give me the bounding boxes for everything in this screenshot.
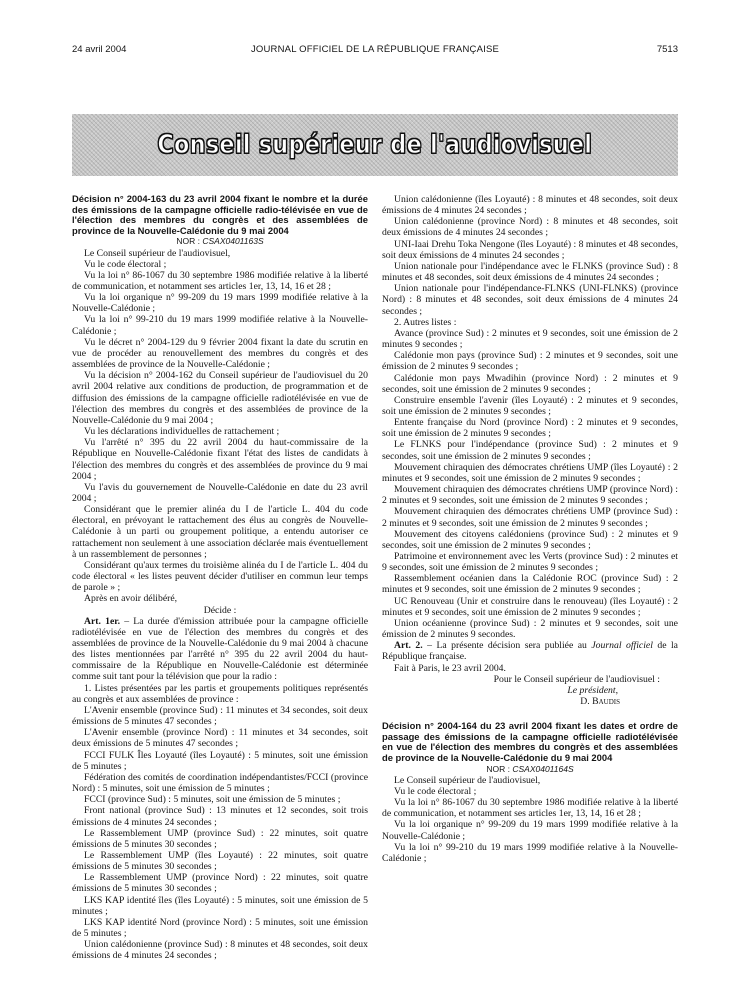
- header-page-number: 7513: [656, 44, 678, 55]
- body-paragraph: Union nationale pour l'indépendance-FLNKS (UNI-FLNKS) (province Nord) : 8 minutes et 48 secondes, soit deux émissions de 4 minutes 24 secondes ;: [382, 283, 678, 317]
- section-gap: [382, 707, 678, 721]
- body-paragraph: Fait à Paris, le 23 avril 2004.: [394, 662, 506, 674]
- nor-reference: [72, 236, 368, 247]
- body-paragraph: Vu l'avis du gouvernement de Nouvelle-Calédonie en date du 23 avril 2004 ;: [72, 481, 368, 504]
- body-paragraph: Union océanienne (province Sud) : 2 minutes et 9 secondes, soit une émission de 2 minutes 9 secondes.: [382, 617, 678, 641]
- left-column: [72, 194, 368, 962]
- nor-code: CSAX0401164S: [512, 763, 574, 774]
- body-paragraph: Union calédonienne (îles Loyauté) : 8 minutes et 48 secondes, soit deux émissions de 4 minutes 24 secondes ;: [382, 194, 678, 217]
- signature-title: Le président,: [567, 684, 618, 696]
- banner-title: Conseil supérieur de l'audiovisuel: [157, 130, 593, 160]
- header-date: 24 avril 2004: [72, 44, 127, 55]
- body-paragraph: Vu le décret n° 2004-129 du 9 février 2004 fixant la date du scrutin en vue de procéder au renouvellement des membres du congrès et des assemblées de province de la Nouvelle-Calédonie ;: [72, 336, 368, 371]
- signature-name: D. Baudis: [580, 696, 620, 708]
- body-paragraph: Vu la loi organique n° 99-209 du 19 mars 1999 modifiée relative à la Nouvelle-Calédonie ;: [72, 292, 368, 315]
- body-paragraph: Vu l'arrêté n° 395 du 22 avril 2004 du haut-commissaire de la République en Nouvelle-Calédonie fixant l'état des listes de candidats à l'élection des membres du congrès et des assemblées de province du 9 mai 2004 ;: [72, 437, 368, 482]
- article-label: Art. 2.: [394, 640, 423, 652]
- body-paragraph: Rassemblement océanien dans la Calédonie ROC (province Sud) : 2 minutes et 9 secondes, soit une émission de 2 minutes 9 secondes ;: [382, 573, 678, 596]
- body-paragraph: Après en avoir délibéré,: [84, 593, 178, 605]
- body-paragraph: Fédération des comités de coordination indépendantistes/FCCI (province Nord) : 5 minutes, soit une émission de 5 minutes ;: [72, 771, 368, 795]
- body-paragraph: Calédonie mon pays (province Sud) : 2 minutes et 9 secondes, soit une émission de 2 minutes 9 secondes ;: [382, 350, 678, 373]
- body-paragraph: Avance (province Sud) : 2 minutes et 9 secondes, soit une émission de 2 minutes 9 secondes ;: [382, 327, 678, 351]
- body-paragraph: FCCI (province Sud) : 5 minutes, soit une émission de 5 minutes ;: [84, 794, 341, 806]
- decision-title: Décision n° 2004-164 du 23 avril 2004 fixant les dates et ordre de passage des émissions de la campagne officielle radiotélévisée en vue de l'élection des membres du congrès et des assemblées de province de la Nouvelle-Calédonie du 9 mai 2004: [382, 720, 678, 763]
- nor-reference: [382, 764, 678, 775]
- body-paragraph: Union nationale pour l'indépendance avec le FLNKS (province Sud) : 8 minutes et 48 secondes, soit deux émissions de 4 minutes 24 secondes ;: [382, 260, 678, 284]
- body-paragraph: Considérant qu'aux termes du troisième alinéa du I de l'article L. 404 du code électoral « les listes peuvent décider d'utiliser en commun leur temps de parole » ;: [72, 559, 368, 594]
- body-paragraph: Vu les déclarations individuelles de rattachement ;: [84, 426, 280, 438]
- body-paragraph: Le Rassemblement UMP (province Nord) : 22 minutes, soit quatre émissions de 5 minutes 30 secondes ;: [72, 872, 368, 895]
- body-paragraph: Patrimoine et environnement avec les Verts (province Sud) : 2 minutes et 9 secondes, soit une émission de 2 minutes 9 secondes ;: [382, 551, 678, 574]
- header-journal-title: JOURNAL OFFICIEL DE LA RÉPUBLIQUE FRANÇAISE: [250, 44, 500, 55]
- nor-code: CSAX0401163S: [202, 236, 264, 247]
- decision-title: Décision n° 2004-163 du 23 avril 2004 fixant le nombre et la durée des émissions de la campagne officielle radio-télévisée en vue de l'élection des membres du congrès et des assemblées de province de la Nouvelle-Calédonie du 9 mai 2004: [72, 193, 368, 236]
- body-paragraph: FCCI FULK Îles Loyauté (îles Loyauté) : 5 minutes, soit une émission de 5 minutes ;: [72, 749, 368, 772]
- nor-label: NOR :: [176, 236, 203, 247]
- body-paragraph: Considérant que le premier alinéa du I de l'article L. 404 du code électoral, en prévoyant le rattachement des élus au congrès de Nouvelle-Calédonie à un parti ou groupement politique, a entendu autoriser ce rattachement non seulement à une association déclarée mais éventuellement à un rassemblement de personnes ;: [72, 504, 368, 560]
- body-paragraph: 2. Autres listes :: [394, 316, 457, 328]
- body-paragraph: Mouvement chiraquien des démocrates chrétiens UMP (province Sud) : 2 minutes et 9 secondes, soit une émission de 2 minutes 9 secondes ;: [382, 506, 678, 529]
- body-paragraph: Union calédonienne (province Nord) : 8 minutes et 48 secondes, soit deux émissions de 4 minutes 24 secondes ;: [382, 216, 678, 239]
- article-text: – La présente décision sera publiée au: [422, 640, 592, 652]
- body-paragraph: 1. Listes présentées par les partis et groupements politiques représentés au congrès et aux assemblées de province :: [72, 682, 368, 705]
- body-paragraph: Entente française du Nord (province Nord) : 2 minutes et 9 secondes, soit une émission de 2 minutes 9 secondes ;: [382, 417, 678, 440]
- running-head: [72, 44, 678, 58]
- body-paragraph: Le FLNKS pour l'indépendance (province Sud) : 2 minutes et 9 secondes, soit une émission de 2 minutes 9 secondes ;: [382, 439, 678, 462]
- article-paragraph: [382, 640, 678, 662]
- nor-label: NOR :: [486, 763, 513, 774]
- journal-name: Journal officiel: [591, 640, 653, 652]
- article-text: – La durée d'émission attribuée pour la campagne officielle radiotélévisée en vue de l'élection des membres du congrès et des assemblées de province de la Nouvelle-Calédonie du 9 mai 2004 à chacune des listes mentionnées par l'arrêté n° 395 du 22 avril 2004 du haut-commissaire de la République en Nouvelle-Calédonie est déterminée comme suit tant pour la télévision que pour la radio :: [72, 615, 369, 683]
- body-paragraph: Construire ensemble l'avenir (îles Loyauté) : 2 minutes et 9 secondes, soit une émission de 2 minutes 9 secondes ;: [382, 394, 678, 417]
- right-column: [382, 194, 678, 864]
- body-paragraph: Front national (province Sud) : 13 minutes et 12 secondes, soit trois émissions de 4 minutes 24 secondes ;: [72, 805, 368, 828]
- body-paragraph: Le Rassemblement UMP (province Sud) : 22 minutes, soit quatre émissions de 5 minutes 30 secondes ;: [72, 827, 368, 850]
- signature-line: Pour le Conseil supérieur de l'audiovisuel :: [493, 673, 660, 685]
- body-paragraph: Vu le code électoral ;: [394, 785, 477, 797]
- body-paragraph: LKS KAP identité Nord (province Nord) : 5 minutes, soit une émission de 5 minutes ;: [72, 916, 368, 940]
- body-paragraph: Vu la loi n° 86-1067 du 30 septembre 1986 modifiée relative à la liberté de communication, et notamment ses articles 1er, 13, 14, 16 et 28 ;: [382, 797, 678, 820]
- body-paragraph: Vu la loi n° 99-210 du 19 mars 1999 modifiée relative à la Nouvelle-Calédonie ;: [72, 314, 368, 337]
- body-paragraph: UC Renouveau (Unir et construire dans le renouveau) (îles Loyauté) : 2 minutes et 9 secondes, soit une émission de 2 minutes 9 secondes ;: [382, 595, 678, 618]
- body-paragraph: Vu la décision n° 2004-162 du Conseil supérieur de l'audiovisuel du 20 avril 2004 relative aux conditions de production, de programmation et de diffusion des émissions de la campagne officielle radiotélévisée en vue de l'élection des membres du congrès et des assemblées de province de la Nouvelle-Calédonie du 9 mai 2004 ;: [72, 370, 368, 426]
- body-paragraph: Union calédonienne (province Sud) : 8 minutes et 48 secondes, soit deux émissions de 4 minutes 24 secondes ;: [72, 939, 368, 962]
- body-paragraph: UNI-Iaai Drehu Toka Nengone (îles Loyauté) : 8 minutes et 48 secondes, soit deux émissions de 4 minutes 24 secondes ;: [382, 238, 678, 261]
- body-paragraph: Vu la loi n° 86-1067 du 30 septembre 1986 modifiée relative à la liberté de communication, et notamment ses articles 1er, 13, 14, 16 et 28 ;: [72, 269, 368, 292]
- body-paragraph: Vu le code électoral ;: [84, 258, 167, 270]
- body-paragraph: L'Avenir ensemble (province Sud) : 11 minutes et 34 secondes, soit deux émissions de 5 minutes 47 secondes ;: [72, 704, 368, 728]
- body-paragraph: Le Rassemblement UMP (îles Loyauté) : 22 minutes, soit quatre émissions de 5 minutes 30 secondes ;: [72, 849, 368, 873]
- body-paragraph: Vu la loi n° 99-210 du 19 mars 1999 modifiée relative à la Nouvelle-Calédonie ;: [382, 841, 678, 864]
- body-paragraph: L'Avenir ensemble (province Nord) : 11 minutes et 34 secondes, soit deux émissions de 5 minutes 47 secondes ;: [72, 727, 368, 750]
- body-paragraph: Le Conseil supérieur de l'audiovisuel,: [84, 247, 231, 259]
- article-label: Art. 1er.: [84, 615, 121, 627]
- article-paragraph: [72, 616, 368, 683]
- body-paragraph: LKS KAP identité îles (îles Loyauté) : 5 minutes, soit une émission de 5 minutes ;: [72, 894, 368, 917]
- body-paragraph: Le Conseil supérieur de l'audiovisuel,: [394, 774, 541, 786]
- body-paragraph: Mouvement chiraquien des démocrates chrétiens UMP (province Nord) : 2 minutes et 9 secondes, soit une émission de 2 minutes 9 secondes ;: [382, 484, 678, 507]
- article-text: de la République française.: [382, 640, 678, 663]
- body-paragraph: Calédonie mon pays Mwadihin (province Nord) : 2 minutes et 9 secondes, soit une émission de 2 minutes 9 secondes ;: [382, 372, 678, 395]
- body-paragraph: Mouvement chiraquien des démocrates chrétiens UMP (îles Loyauté) : 2 minutes et 9 secondes, soit une émission de 2 minutes 9 secondes ;: [382, 461, 678, 484]
- body-paragraph: Vu la loi organique n° 99-209 du 19 mars 1999 modifiée relative à la Nouvelle-Calédonie ;: [382, 819, 678, 842]
- body-paragraph: Mouvement des citoyens calédoniens (province Sud) : 2 minutes et 9 secondes, soit une émission de 2 minutes 9 secondes ;: [382, 528, 678, 551]
- section-banner: [72, 114, 678, 176]
- decide-heading: Décide :: [203, 604, 237, 616]
